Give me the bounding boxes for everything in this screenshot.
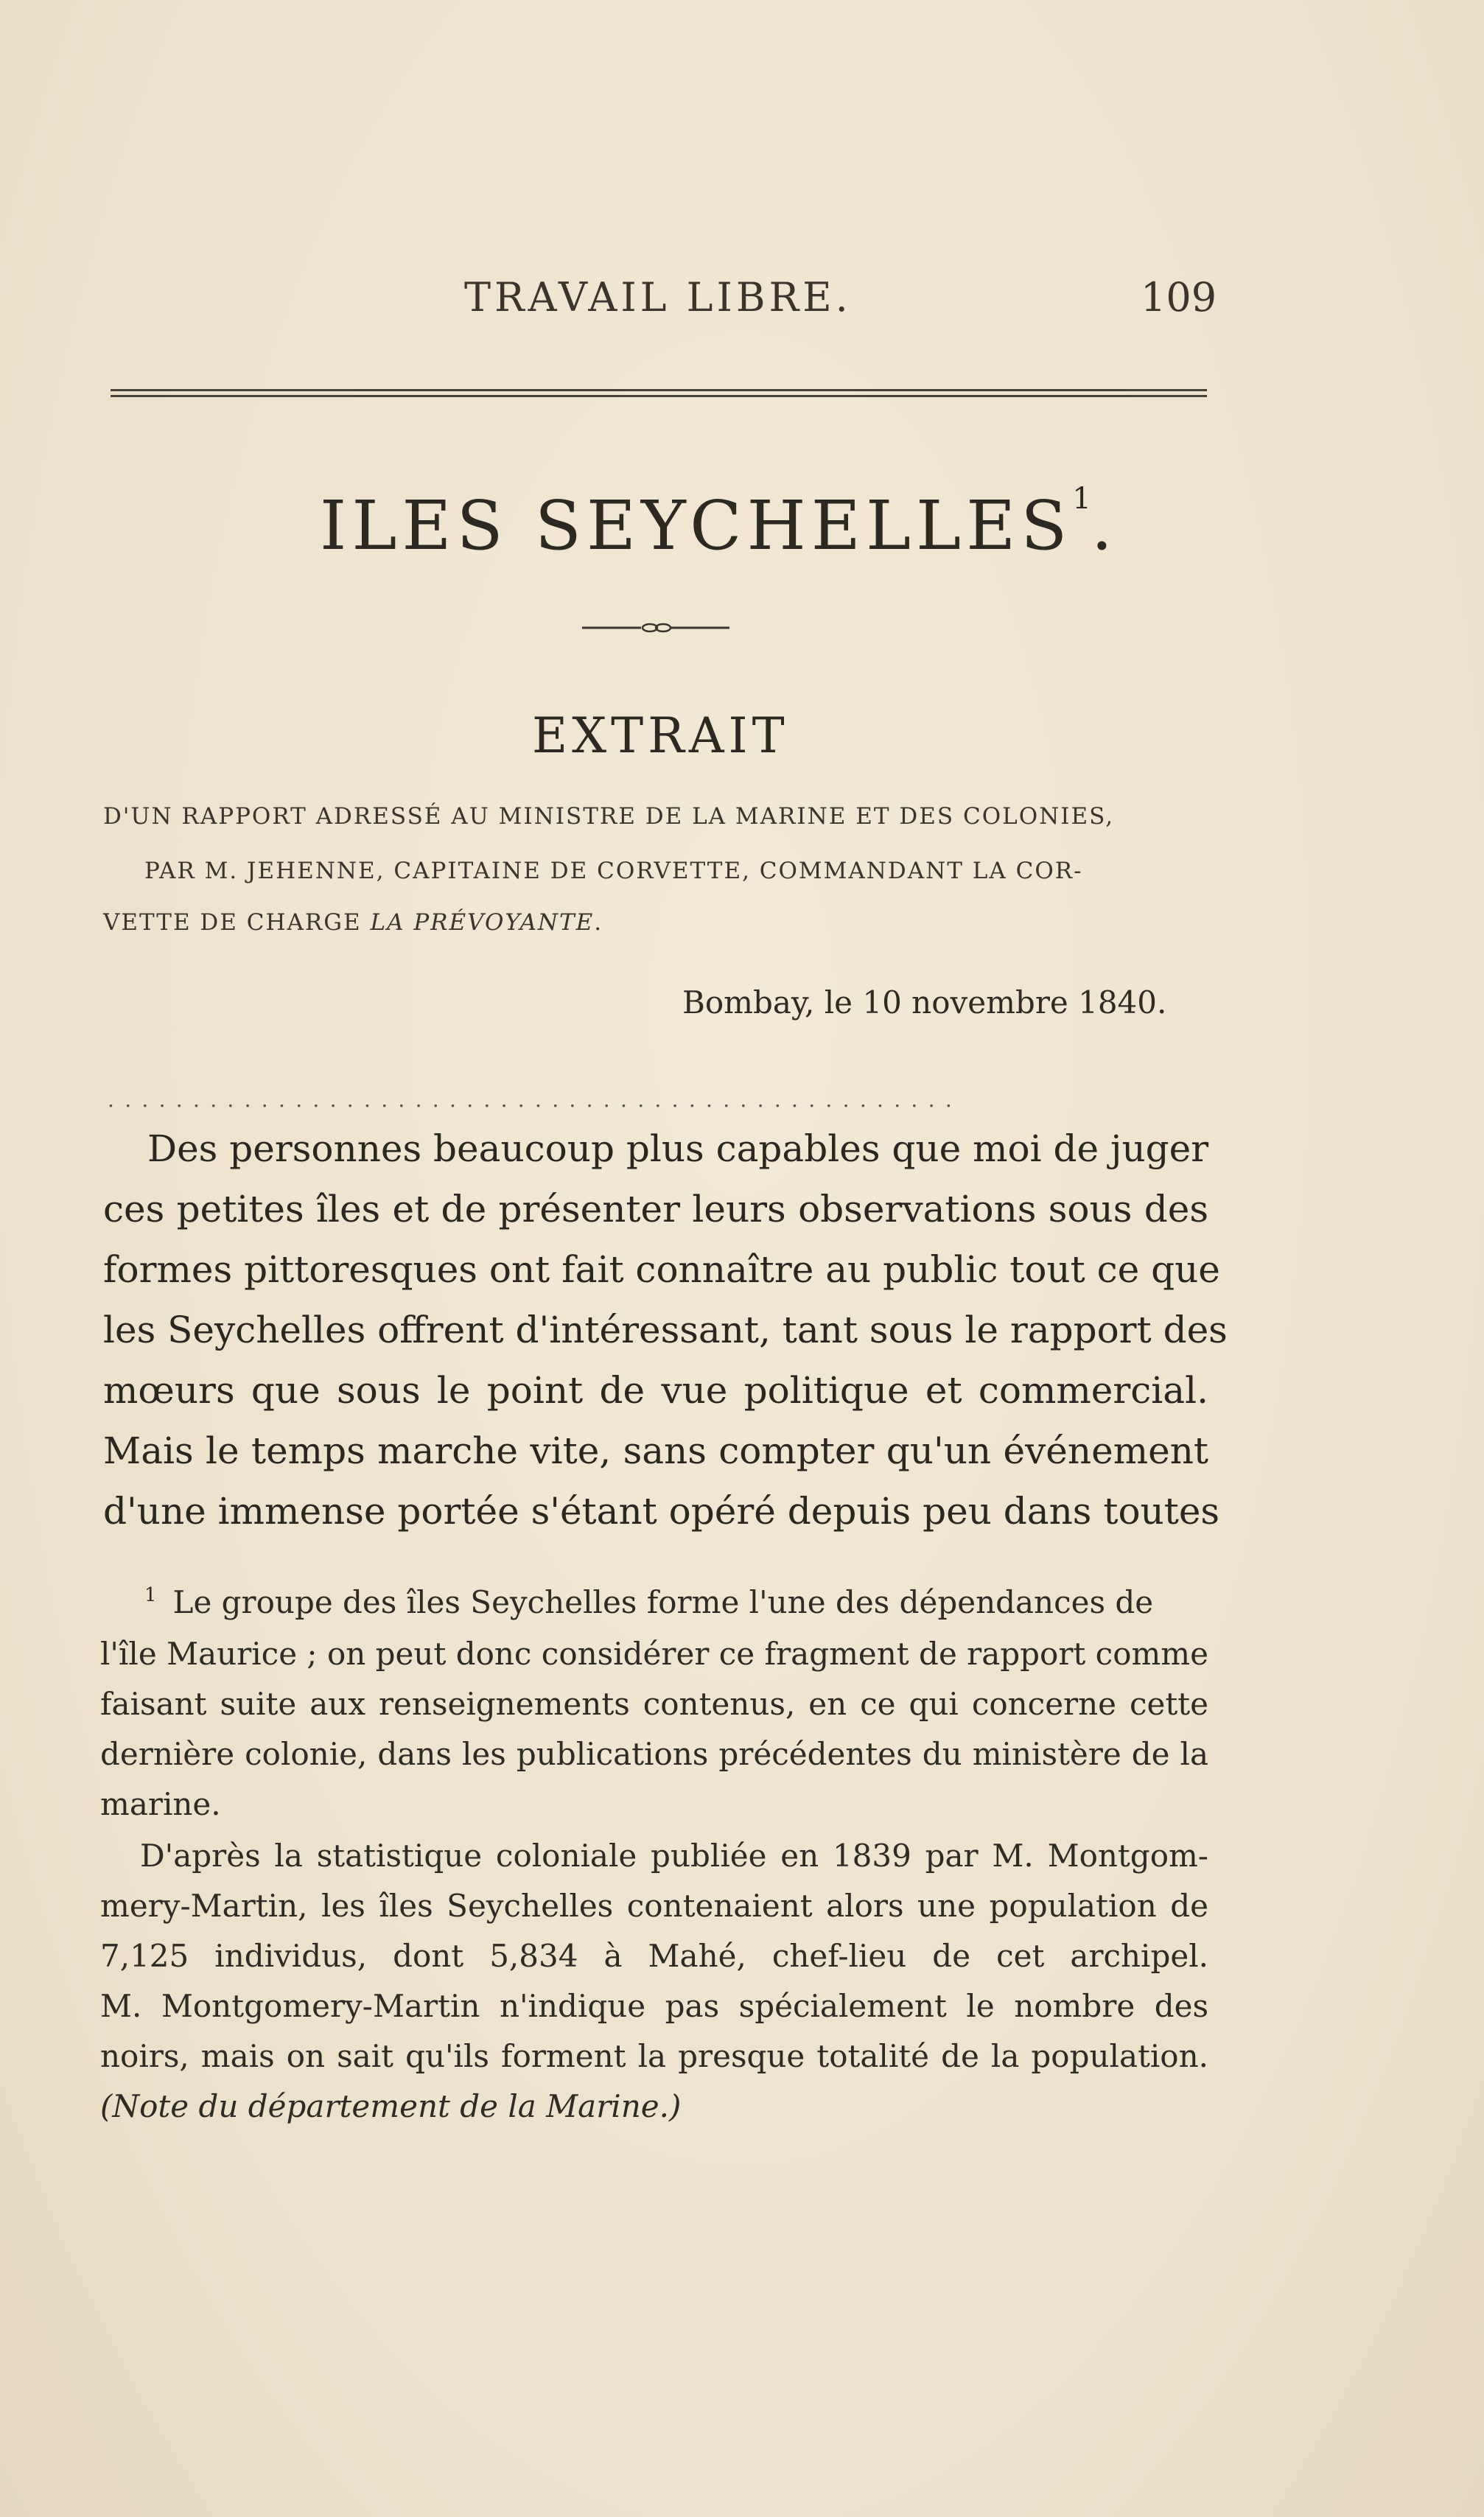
footnote-line: noirs, mais on sait qu'ils forment la presque totalité de la population. (100, 2038, 1208, 2074)
dateline: Bombay, le 10 novembre 1840. (682, 984, 1167, 1021)
header-double-rule (111, 389, 1207, 399)
footnote-line: Le groupe des îles Seychelles forme l'une des dépendances de (172, 1584, 1154, 1620)
footnote-line: M. Montgomery-Martin n'indique pas spécialement le nombre des (100, 1988, 1208, 2024)
main-title-text: ILES SEYCHELLES (320, 486, 1073, 565)
extract-description-line-3 (103, 909, 603, 936)
body-line: mœurs que sous le point de vue politique et commercial. (103, 1369, 1208, 1412)
footnote-line: faisant suite aux renseignements contenus, en ce qui concerne cette (100, 1686, 1208, 1722)
footnote-marker: 1 (144, 1584, 157, 1606)
body-line: les Seychelles offrent d'intéressant, tant sous le rapport des (103, 1309, 1228, 1351)
footnote-line: dernière colonie, dans les publications précédentes du ministère de la (100, 1736, 1208, 1772)
footnote-first-line (144, 1584, 1208, 1620)
body-line: formes pittoresques ont fait connaître au public tout ce que (103, 1248, 1220, 1291)
ornament-divider (582, 620, 729, 635)
page-number: 109 (1141, 274, 1217, 321)
extract-heading: EXTRAIT (532, 707, 789, 764)
extract-description-line-2: PAR M. JEHENNE, CAPITAINE DE CORVETTE, COMMANDANT LA COR- (144, 858, 1083, 884)
ship-name: LA PRÉVOYANTE (370, 909, 595, 936)
footnote-line: 7,125 individus, dont 5,834 à Mahé, chef-lieu de cet archipel. (100, 1938, 1208, 1974)
body-line: d'une immense portée s'étant opéré depuis peu dans toutes (103, 1490, 1220, 1533)
title-footnote-marker: 1 (1072, 482, 1091, 516)
body-line: Mais le temps marche vite, sans compter qu'un événement (103, 1429, 1208, 1472)
footnote-line: l'île Maurice ; on peut donc considérer ce fragment de rapport comme (100, 1636, 1208, 1672)
main-title (320, 482, 1119, 565)
footnote-attribution: (Note du département de la Marine.) (100, 2088, 682, 2124)
footnote-line: D'après la statistique coloniale publiée en 1839 par M. Montgom- (140, 1838, 1208, 1874)
line3-end: . (594, 909, 603, 936)
line3-text: VETTE DE CHARGE (103, 909, 371, 936)
running-title: TRAVAIL LIBRE. (464, 274, 852, 321)
footnote-line: mery-Martin, les îles Seychelles contenaient alors une population de (100, 1888, 1208, 1924)
body-line: Des personnes beaucoup plus capables que moi de juger (147, 1127, 1209, 1170)
extract-description-line-1: D'UN RAPPORT ADRESSÉ AU MINISTRE DE LA MARINE ET DES COLONIES, (103, 803, 1115, 830)
footnote-line: marine. (100, 1786, 221, 1822)
ellipsis-row: .................................................. (108, 1088, 963, 1112)
body-line: ces petites îles et de présenter leurs observations sous des (103, 1188, 1208, 1231)
main-title-period: . (1091, 486, 1119, 565)
